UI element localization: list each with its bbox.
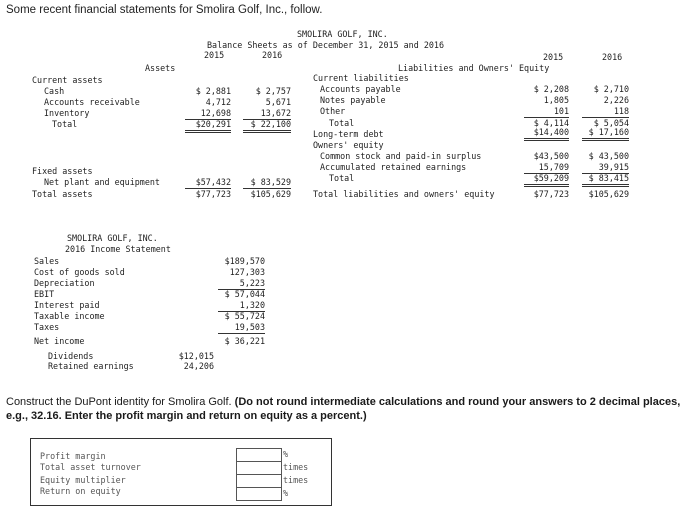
notes-payable-label: Notes payable bbox=[320, 95, 386, 105]
is-row-value: 127,303 bbox=[229, 267, 265, 277]
other-2015: 101 bbox=[524, 106, 569, 118]
ap-2016: $ 2,710 bbox=[593, 84, 629, 94]
oe-total-2015: $59,209 bbox=[524, 173, 569, 187]
retained-earnings-label: Accumulated retained earnings bbox=[320, 162, 467, 172]
cash-2015: $ 2,881 bbox=[195, 86, 231, 96]
dividends-label: Dividends bbox=[48, 351, 94, 361]
retained-value: 24,206 bbox=[183, 361, 214, 371]
equity-multiplier-label: Equity multiplier bbox=[40, 475, 126, 485]
common-2015: $43,500 bbox=[533, 151, 569, 161]
total-assets-label: Total assets bbox=[32, 189, 93, 199]
bs-year-2016-left: 2016 bbox=[262, 50, 283, 60]
is-row-value: 5,223 bbox=[218, 278, 265, 290]
cl-total-label: Total bbox=[329, 118, 355, 128]
bs-year-2015-right: 2015 bbox=[543, 52, 564, 62]
cash-2016: $ 2,757 bbox=[255, 86, 291, 96]
other-2016: 118 bbox=[582, 106, 629, 118]
tle-2016: $105,629 bbox=[588, 189, 629, 199]
intro-text: Some recent financial statements for Smolira Golf, Inc., follow. bbox=[6, 4, 323, 16]
common-stock-label: Common stock and paid-in surplus bbox=[320, 151, 482, 161]
is-row-value: $ 36,221 bbox=[224, 336, 265, 346]
net-plant-2016: $ 83,529 bbox=[243, 177, 291, 189]
is-row-label: Net income bbox=[34, 336, 85, 346]
tle-label: Total liabilities and owners' equity bbox=[313, 189, 495, 199]
is-row-label: EBIT bbox=[34, 289, 55, 299]
net-plant-2015: $57,432 bbox=[185, 177, 231, 189]
current-assets-label: Current assets bbox=[32, 75, 103, 85]
inventory-2015: 12,698 bbox=[185, 108, 231, 120]
total-assets-2015: $77,723 bbox=[195, 189, 231, 199]
asset-turnover-unit: times bbox=[283, 462, 309, 472]
net-plant-label: Net plant and equipment bbox=[44, 177, 160, 187]
bs-subtitle: Balance Sheets as of December 31, 2015 and 2016 bbox=[207, 40, 444, 50]
is-subtitle: 2016 Income Statement bbox=[65, 244, 171, 254]
inventory-2016: 13,672 bbox=[243, 108, 291, 120]
notes-2016: 2,226 bbox=[603, 95, 629, 105]
is-title: SMOLIRA GOLF, INC. bbox=[67, 233, 158, 243]
ar-2016: 5,671 bbox=[265, 97, 291, 107]
ltd-2016: $ 17,160 bbox=[582, 127, 629, 141]
retained-2016: 39,915 bbox=[582, 162, 629, 174]
oe-total-label: Total bbox=[329, 173, 355, 183]
ap-label: Accounts payable bbox=[320, 84, 401, 94]
liabilities-heading: Liabilities and Owners' Equity bbox=[398, 63, 550, 73]
profit-margin-unit: % bbox=[283, 449, 289, 459]
ar-label: Accounts receivable bbox=[44, 97, 140, 107]
notes-2015: 1,805 bbox=[543, 95, 569, 105]
ca-total-2015: $20,291 bbox=[185, 119, 231, 133]
owners-equity-label: Owners' equity bbox=[313, 140, 384, 150]
ca-total-label: Total bbox=[52, 119, 78, 129]
ap-2015: $ 2,208 bbox=[533, 84, 569, 94]
equity-multiplier-input[interactable] bbox=[236, 474, 282, 488]
cl-total-2016: $ 5,054 bbox=[593, 118, 629, 128]
instructions-detail: (Do not round intermediate calculations and round your answers to 2 decimal places, e.g., 32.16. Enter the profit margin and return on equity as a percent.) bbox=[6, 396, 681, 422]
tle-2015: $77,723 bbox=[533, 189, 569, 199]
cash-label: Cash bbox=[44, 86, 65, 96]
roe-unit: % bbox=[283, 488, 289, 498]
ar-2015: 4,712 bbox=[205, 97, 231, 107]
total-assets-2016: $105,629 bbox=[250, 189, 291, 199]
is-row-label: Interest paid bbox=[34, 300, 100, 310]
dividends-value: $12,015 bbox=[178, 351, 214, 361]
other-label: Other bbox=[320, 106, 346, 116]
is-row-value: 19,503 bbox=[218, 322, 265, 334]
bs-year-2015-left: 2015 bbox=[204, 50, 225, 60]
is-row-label: Sales bbox=[34, 256, 60, 266]
equity-multiplier-unit: times bbox=[283, 475, 309, 485]
instructions-main: Construct the DuPont identity for Smolira Golf. bbox=[6, 396, 235, 408]
cl-total-2015: $ 4,114 bbox=[533, 118, 569, 128]
asset-turnover-label: Total asset turnover bbox=[40, 462, 141, 472]
is-row-label: Taxes bbox=[34, 322, 60, 332]
roe-label: Return on equity bbox=[40, 486, 121, 496]
is-row-label: Cost of goods sold bbox=[34, 267, 125, 277]
ltd-2015: $14,400 bbox=[524, 127, 569, 141]
oe-total-2016: $ 83,415 bbox=[582, 173, 629, 187]
is-row-value: $ 57,044 bbox=[224, 289, 265, 299]
fixed-assets-label: Fixed assets bbox=[32, 166, 93, 176]
roe-input[interactable] bbox=[236, 487, 282, 501]
ca-total-2016: $ 22,100 bbox=[243, 119, 291, 133]
bs-year-2016-right: 2016 bbox=[602, 52, 623, 62]
is-row-value: $189,570 bbox=[224, 256, 265, 266]
is-row-value: 1,320 bbox=[218, 300, 265, 312]
retained-label: Retained earnings bbox=[48, 361, 134, 371]
ltd-label: Long-term debt bbox=[313, 129, 384, 139]
common-2016: $ 43,500 bbox=[588, 151, 629, 161]
current-liabilities-label: Current liabilities bbox=[313, 73, 409, 83]
instructions bbox=[6, 395, 696, 423]
asset-turnover-input[interactable] bbox=[236, 461, 282, 475]
is-row-label: Taxable income bbox=[34, 311, 105, 321]
profit-margin-input[interactable] bbox=[236, 448, 282, 462]
inventory-label: Inventory bbox=[44, 108, 90, 118]
retained-2015: 15,709 bbox=[524, 162, 569, 174]
profit-margin-label: Profit margin bbox=[40, 451, 106, 461]
is-row-value: $ 55,724 bbox=[224, 311, 265, 321]
is-row-label: Depreciation bbox=[34, 278, 95, 288]
bs-title: SMOLIRA GOLF, INC. bbox=[297, 29, 388, 39]
assets-heading: Assets bbox=[145, 63, 176, 73]
